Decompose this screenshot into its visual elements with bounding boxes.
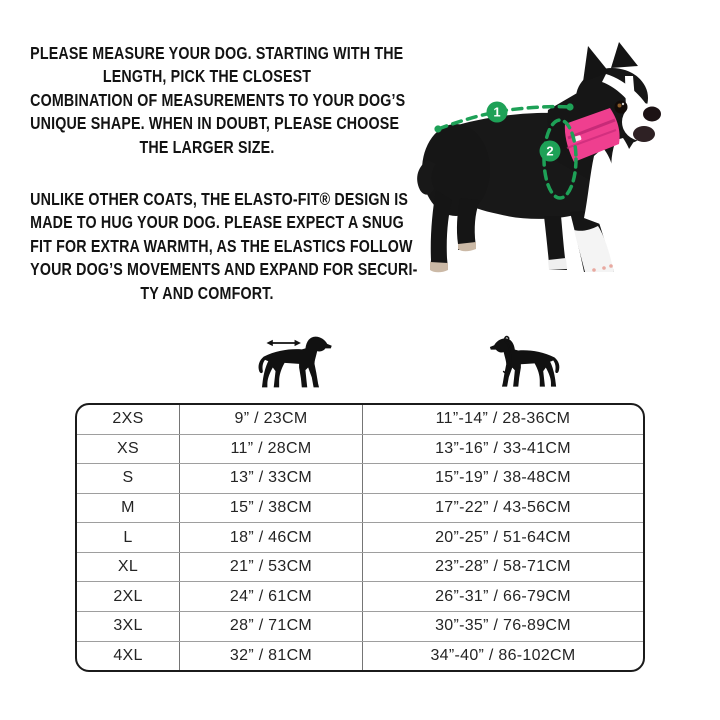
length-marker-badge xyxy=(487,102,508,123)
instructions-paragraph-1 xyxy=(30,42,406,159)
dog-eye xyxy=(615,101,628,114)
girth-cell: 17”-22” / 43-56CM xyxy=(435,498,571,516)
instruction-line: UNLIKE OTHER COATS, THE ELASTO-FIT® DESIGN IS xyxy=(30,189,408,210)
dog-ear xyxy=(611,42,638,68)
instructions-paragraph-2 xyxy=(30,188,418,305)
dog-length-arrow-icon xyxy=(254,333,346,391)
length-cell: 24” / 61CM xyxy=(180,582,363,611)
instruction-line: TY AND COMFORT. xyxy=(140,282,274,303)
table-row xyxy=(77,582,643,612)
instruction-line: THE LARGER SIZE. xyxy=(139,136,275,157)
measuring-instructions xyxy=(30,42,418,305)
length-cell: 11” / 28CM xyxy=(180,435,363,464)
svg-text:1: 1 xyxy=(493,104,501,120)
instruction-line: LENGTH, PICK THE CLOSEST xyxy=(102,66,312,87)
table-row xyxy=(77,435,643,465)
girth-cell: 26”-31” / 66-79CM xyxy=(435,587,571,605)
length-cell: 15” / 38CM xyxy=(180,494,363,523)
girth-cell: 20”-25” / 51-64CM xyxy=(435,528,571,546)
size-cell: 4XL xyxy=(77,642,180,671)
size-cell: XS xyxy=(77,435,180,464)
size-cell: 2XL xyxy=(77,582,180,611)
table-row xyxy=(77,612,643,642)
table-row xyxy=(77,642,643,671)
girth-cell: 13”-16” / 33-41CM xyxy=(435,439,571,457)
table-row xyxy=(77,464,643,494)
length-cell: 21” / 53CM xyxy=(180,553,363,582)
instruction-line: YOUR DOG’S MOVEMENTS AND EXPAND FOR SECURI- xyxy=(30,259,418,280)
instruction-line: UNIQUE SHAPE. WHEN IN DOUBT, PLEASE CHOOSE xyxy=(30,113,400,134)
length-arrow xyxy=(266,340,300,346)
dog-measurement-photo xyxy=(398,20,718,320)
table-row xyxy=(77,405,643,435)
size-cell: 3XL xyxy=(77,612,180,641)
size-cell: 2XS xyxy=(77,405,180,434)
dog-nose xyxy=(643,107,661,122)
table-row xyxy=(77,523,643,553)
size-cell: XL xyxy=(77,553,180,582)
length-cell: 28” / 71CM xyxy=(180,612,363,641)
instruction-line: PLEASE MEASURE YOUR DOG. STARTING WITH THE xyxy=(30,43,404,63)
length-cell: 18” / 46CM xyxy=(180,523,363,552)
svg-text:2: 2 xyxy=(546,143,554,159)
size-cell: L xyxy=(77,523,180,552)
instruction-line: MADE TO HUG YOUR DOG. PLEASE EXPECT A SNUG xyxy=(30,212,404,233)
girth-cell: 30”-35” / 76-89CM xyxy=(435,617,571,635)
instruction-line: FIT FOR EXTRA WARMTH, AS THE ELASTICS FOLLOW xyxy=(30,235,413,256)
length-cell: 32” / 81CM xyxy=(180,642,363,671)
size-table xyxy=(75,403,645,672)
size-table-body xyxy=(77,405,643,670)
girth-cell: 23”-28” / 58-71CM xyxy=(435,558,571,576)
dog-illustration xyxy=(417,42,662,272)
girth-marker-badge xyxy=(540,141,561,162)
table-row xyxy=(77,553,643,583)
girth-cell: 34”-40” / 86-102CM xyxy=(430,646,576,664)
length-cell: 9” / 23CM xyxy=(180,405,363,434)
girth-cell: 15”-19” / 38-48CM xyxy=(435,469,571,487)
size-cell: M xyxy=(77,494,180,523)
instruction-line: COMBINATION OF MEASUREMENTS TO YOUR DOG’S xyxy=(30,89,406,110)
length-cell: 13” / 33CM xyxy=(180,464,363,493)
dog-girth-loop-icon xyxy=(477,334,563,391)
girth-cell: 11”-14” / 28-36CM xyxy=(435,410,571,428)
table-row xyxy=(77,494,643,524)
size-cell: S xyxy=(77,464,180,493)
